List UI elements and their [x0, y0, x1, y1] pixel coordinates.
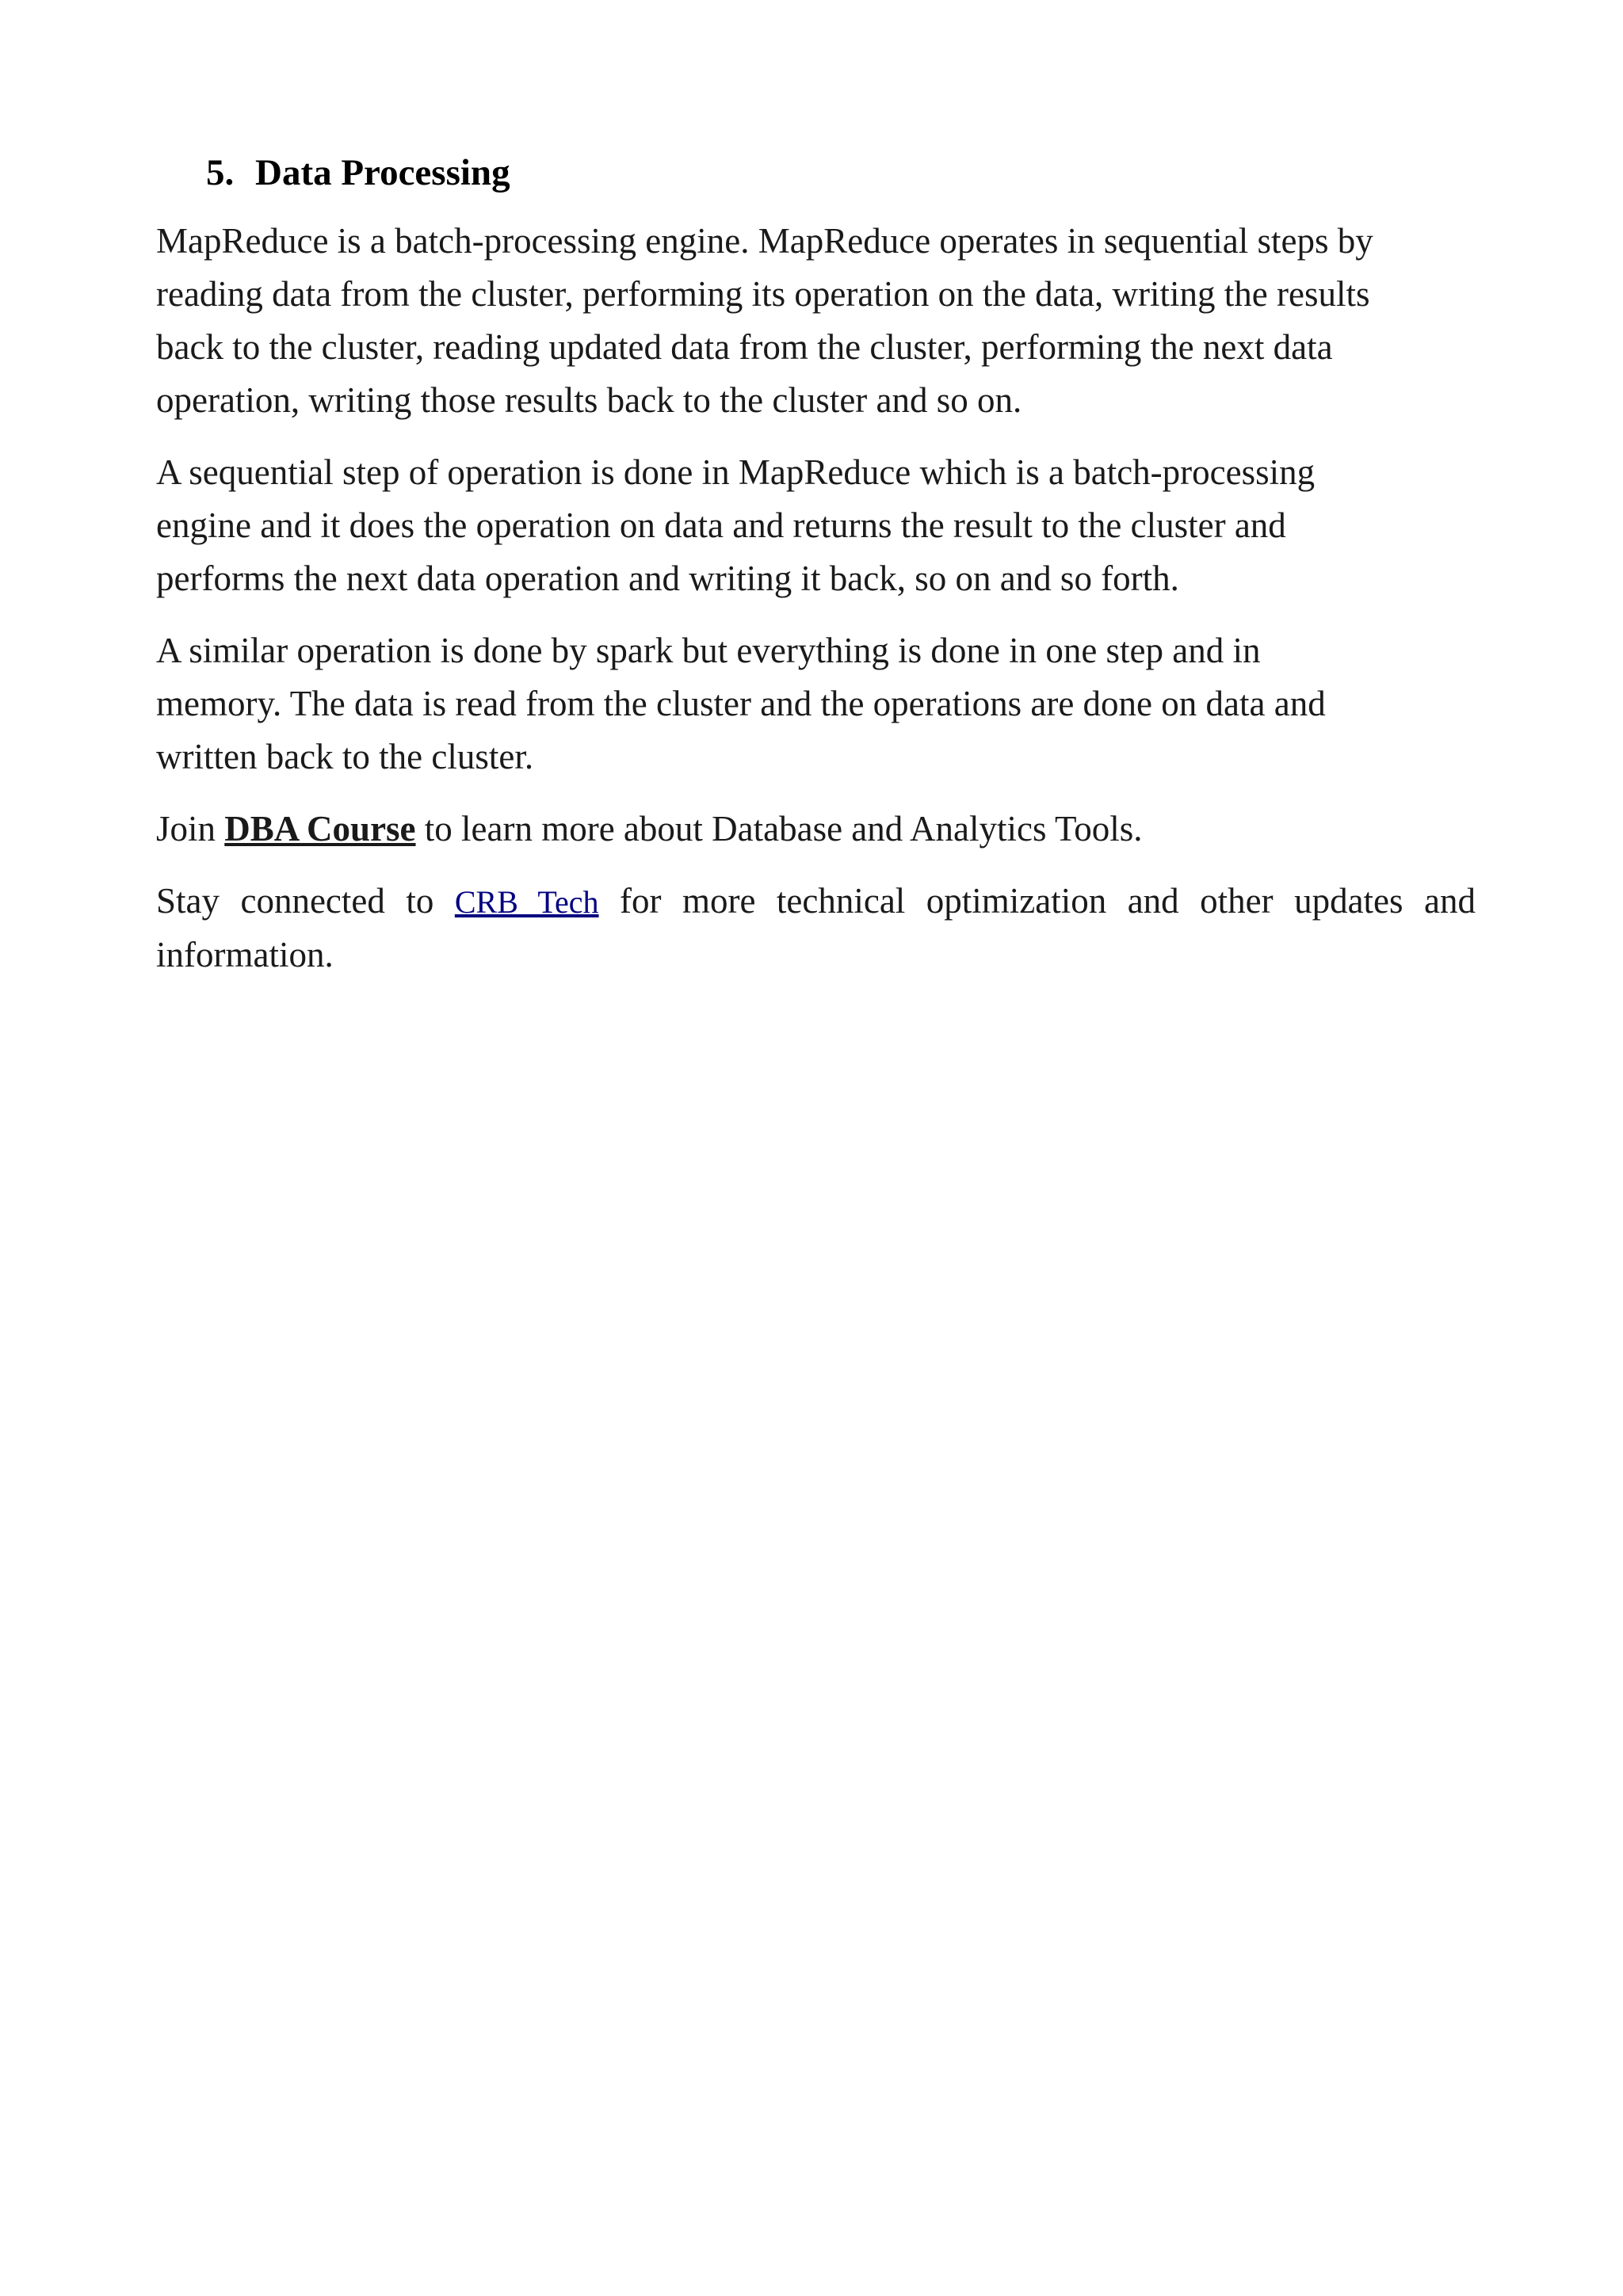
text-line: reading data from the cluster, performing its operation on the data, writing the results: [156, 274, 1370, 314]
text-line: MapReduce is a batch-processing engine. MapReduce operates in sequential steps by: [156, 221, 1373, 261]
join-prefix: Join: [156, 809, 225, 849]
paragraph-spark: [156, 624, 1476, 784]
dba-course-link[interactable]: DBA Course: [224, 809, 416, 849]
text-line: operation, writing those results back to the cluster and so on.: [156, 380, 1022, 420]
text-line: back to the cluster, reading updated data from the cluster, performing the next data: [156, 327, 1333, 367]
document-page: [156, 147, 1476, 1001]
text-line: engine and it does the operation on data and returns the result to the cluster and: [156, 505, 1286, 545]
join-suffix: to learn more about Database and Analytics Tools.: [415, 809, 1143, 849]
text-line: memory. The data is read from the cluster and the operations are done on data and: [156, 684, 1326, 723]
text-line: performs the next data operation and writing it back, so on and so forth.: [156, 559, 1179, 598]
section-title: Data Processing: [255, 152, 510, 193]
paragraph-join-course: [156, 803, 1476, 856]
text-line: written back to the cluster.: [156, 737, 534, 776]
paragraph-mapreduce: [156, 215, 1476, 427]
paragraph-sequential-step: [156, 446, 1476, 605]
stay-line-2: information.: [156, 935, 334, 974]
text-line: A similar operation is done by spark but everything is done in one step and in: [156, 631, 1261, 670]
section-number: 5.: [206, 152, 235, 193]
stay-prefix: Stay connected to: [156, 881, 455, 921]
section-heading: [206, 147, 1476, 199]
stay-line-1: [156, 875, 1476, 929]
paragraph-stay-connected: [156, 875, 1476, 982]
text-line: A sequential step of operation is done in MapReduce which is a batch-processing: [156, 452, 1316, 492]
stay-suffix: for more technical optimization and other updates and: [598, 881, 1476, 921]
crb-tech-link[interactable]: CRB Tech: [454, 884, 599, 920]
